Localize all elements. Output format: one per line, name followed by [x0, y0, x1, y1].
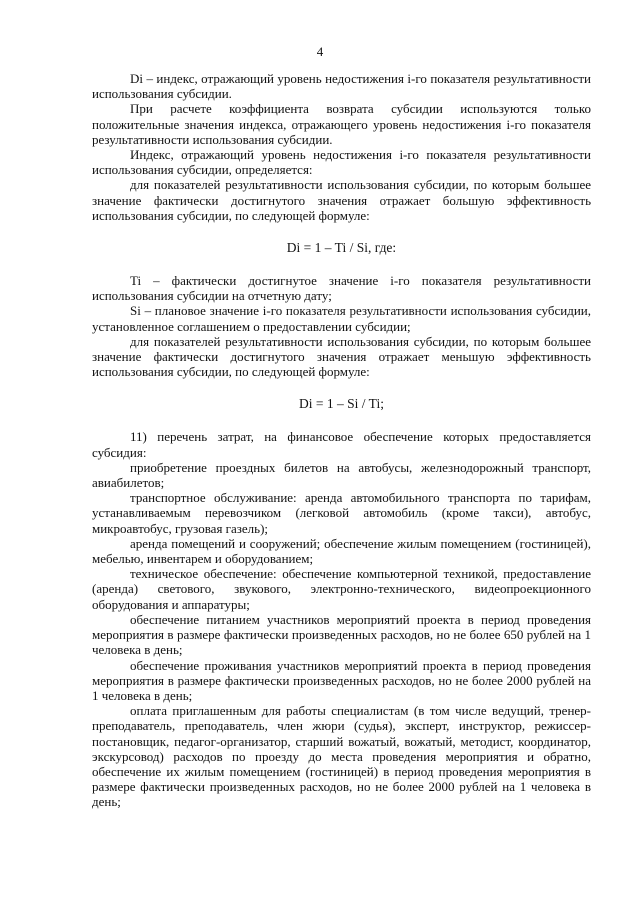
paragraph-ti-definition: Ti – фактически достигнутое значение i-го показателя результативности использования субсидии на отчетную дату;	[92, 273, 591, 304]
document-body	[92, 71, 591, 810]
paragraph-si-definition: Si – плановое значение i-го показателя результативности использования субсидии, установленное соглашением о предоставлении субсидии;	[92, 303, 591, 334]
paragraph-lesser-value-case: для показателей результативности использования субсидии, по которым большее значение фактически достигнутого значения отражает меньшую эффективность использования субсидии, по следующей формуле:	[92, 333, 591, 380]
paragraph-positive-values: При расчете коэффициента возврата субсидии используются только положительные значения индекса, отражающего уровень недостижения i-го показателя результативности использования субсидии.	[92, 101, 591, 147]
list-item-specialists: оплата приглашенным для работы специалистам (в том числе ведущий, тренер-преподаватель, преподаватель, член жюри (судья), эксперт, инструктор, режиссер-постановщик, педагог-организатор, старший вожатый, вожатый, методист, координатор, экскурсовод) расходов по проезду до места проведения мероприятия и обратно, обеспечение их жилым помещением (гостиницей) в период проведения мероприятия в размере фактически произведенных расходов, но не более 2000 рублей на 1 человека в день;	[92, 703, 591, 810]
page-number: 4	[316, 44, 324, 59]
paragraph-index-determination: Индекс, отражающий уровень недостижения i-го показателя результативности использования субсидии, определяется:	[92, 147, 591, 178]
list-item-tickets: приобретение проездных билетов на автобусы, железнодорожный транспорт, авиабилетов;	[92, 459, 591, 491]
paragraph-di-definition: Di – индекс, отражающий уровень недостижения i-го показателя результативности использования субсидии.	[92, 71, 591, 102]
formula-di-si-ti: Di = 1 – Si / Ti;	[299, 396, 384, 412]
formula-di-ti-si: Di = 1 – Ti / Si, где:	[286, 240, 397, 256]
list-item-accommodation: обеспечение проживания участников мероприятий проекта в период проведения мероприятия в размере фактически произведенных расходов, но не более 2000 рублей на 1 человека в день;	[92, 657, 591, 703]
list-item-transport: транспортное обслуживание: аренда автомобильного транспорта по тарифам, устанавливаемым перевозчиком (легковой автомобиль (кроме такси), автобус, микроавтобус, грузовая газель);	[92, 490, 591, 536]
list-item-expenses-heading: 11) перечень затрат, на финансовое обеспечение которых предоставляется субсидия:	[92, 429, 591, 460]
list-item-technical: техническое обеспечение: обеспечение компьютерной техникой, предоставление (аренда) светового, звукового, электронно-технического, видеопроекционного оборудования и аппаратуры;	[92, 566, 591, 612]
paragraph-greater-value-case: для показателей результативности использования субсидии, по которым большее значение фактически достигнутого значения отражает большую эффективность использования субсидии, по следующей формуле:	[92, 177, 591, 223]
list-item-meals: обеспечение питанием участников мероприятий проекта в период проведения мероприятия в размере фактически произведенных расходов, но не более 650 рублей на 1 человека в день;	[92, 611, 591, 658]
list-item-premises: аренда помещений и сооружений; обеспечение жилым помещением (гостиницей), мебелью, инвентарем и оборудованием;	[92, 535, 591, 567]
